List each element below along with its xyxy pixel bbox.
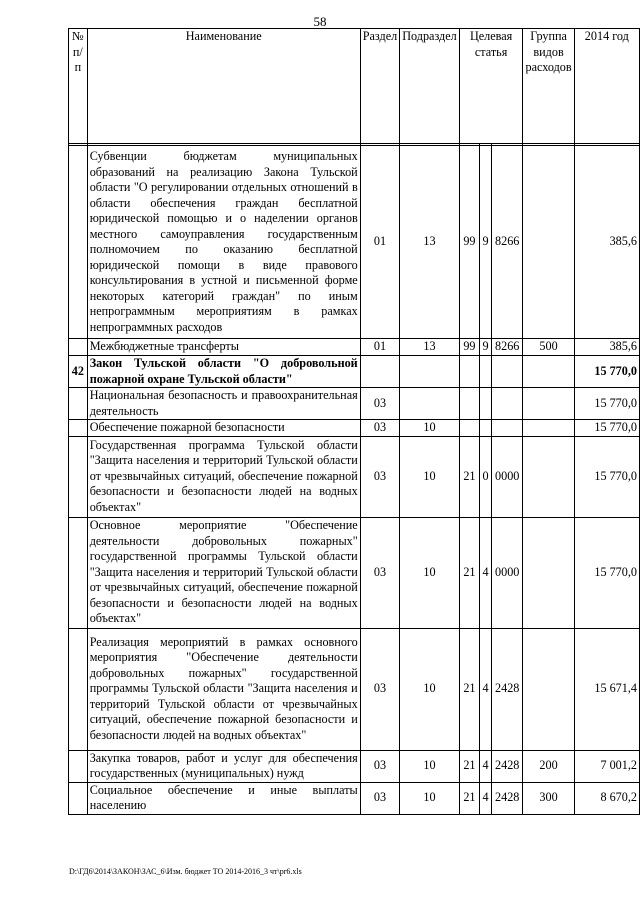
row-subsection: 10 [400,782,460,814]
row-subsection: 10 [400,420,460,437]
row-name: Субвенции бюджетам муниципальных образований на реализацию Закона Тульской области "О регулировании отдельных отношений в области обеспечения граждан бесплатной юридической помощью и о наделении органов местного самоуправления государственным полномочием по оказанию бесплатной юридической помощи в виде правового консультирования в устной и письменной форме некоторых категорий граждан" по иным непрограммным мероприятиям в рамках непрограммных расходов [87,146,360,339]
row-number [69,628,88,750]
row-name: Социальное обеспечение и иные выплаты населению [87,782,360,814]
row-target-3: 8266 [491,146,523,339]
header-name: Наименование [87,29,360,144]
row-expense-group [523,436,574,517]
row-target-3: 8266 [491,339,523,356]
table-row [69,420,640,437]
row-target-1 [459,356,479,388]
row-subsection: 10 [400,517,460,628]
table-row [69,436,640,517]
row-target-3: 0000 [491,436,523,517]
row-target-3: 0000 [491,517,523,628]
row-section: 03 [360,420,399,437]
row-target-1: 99 [459,146,479,339]
row-target-2 [480,388,492,420]
row-target-3: 2428 [491,782,523,814]
row-name: Основное мероприятие "Обеспечение деятельности добровольных пожарных" государственной программы Тульской области "Защита населения и территорий Тульской области от чрезвычайных ситуаций, обеспечение пожарной безопасности и безопасности людей на водных объектах" [87,517,360,628]
row-section: 03 [360,517,399,628]
row-number [69,339,88,356]
row-expense-group [523,420,574,437]
row-target-3: 2428 [491,628,523,750]
row-amount: 15 770,0 [574,388,639,420]
row-target-3 [491,420,523,437]
row-amount: 385,6 [574,146,639,339]
row-expense-group [523,517,574,628]
row-target-1: 21 [459,628,479,750]
header-section: Раздел [360,29,399,144]
row-target-2: 0 [480,436,492,517]
table-row [69,628,640,750]
row-amount: 15 770,0 [574,420,639,437]
row-expense-group: 200 [523,750,574,782]
row-target-1: 21 [459,750,479,782]
row-subsection: 10 [400,628,460,750]
table-row [69,146,640,339]
row-name: Национальная безопасность и правоохранительная деятельность [87,388,360,420]
table-row [69,356,640,388]
row-number [69,517,88,628]
row-target-2: 9 [480,339,492,356]
row-target-3 [491,388,523,420]
table-row [69,782,640,814]
row-target-1: 99 [459,339,479,356]
table-row [69,750,640,782]
row-section: 03 [360,628,399,750]
row-target-2: 4 [480,782,492,814]
row-target-2: 4 [480,628,492,750]
row-target-2: 9 [480,146,492,339]
header-number: № п/п [69,29,88,144]
row-subsection [400,356,460,388]
row-section: 01 [360,339,399,356]
row-target-1 [459,420,479,437]
row-number [69,388,88,420]
row-section: 03 [360,436,399,517]
header-expense-group: Группа видов расходов [523,29,574,144]
row-name: Межбюджетные трансферты [87,339,360,356]
row-amount: 8 670,2 [574,782,639,814]
header-subsection: Подраздел [400,29,460,144]
row-number [69,420,88,437]
row-name: Обеспечение пожарной безопасности [87,420,360,437]
row-target-3 [491,356,523,388]
header-year: 2014 год [574,29,639,144]
table-row [69,517,640,628]
row-name: Закупка товаров, работ и услуг для обеспечения государственных (муниципальных) нужд [87,750,360,782]
budget-table [68,28,640,815]
table-row [69,388,640,420]
row-target-1 [459,388,479,420]
row-amount: 7 001,2 [574,750,639,782]
row-name: Государственная программа Тульской области "Защита населения и территорий Тульской области от чрезвычайных ситуаций, обеспечение пожарной безопасности и безопасности людей на водных объектах" [87,436,360,517]
row-number [69,146,88,339]
table-body [69,146,640,815]
row-number [69,750,88,782]
row-target-3: 2428 [491,750,523,782]
row-expense-group: 300 [523,782,574,814]
row-subsection: 13 [400,339,460,356]
row-number [69,782,88,814]
page-number: 58 [313,14,327,29]
row-target-1: 21 [459,436,479,517]
row-section: 03 [360,750,399,782]
row-target-1: 21 [459,517,479,628]
table-row [69,339,640,356]
row-section [360,356,399,388]
footer-file-path: D:\ГД6\2014\ЗАКОН\ЗАС_6\Изм. бюджет ТО 2014-2016_3 чт\pr6.xls [69,867,302,876]
row-subsection: 10 [400,750,460,782]
row-section: 01 [360,146,399,339]
row-number [69,436,88,517]
row-target-2: 4 [480,750,492,782]
header-target-article: Целевая статья [459,29,523,144]
row-number: 42 [69,356,88,388]
row-subsection: 10 [400,436,460,517]
row-subsection [400,388,460,420]
row-amount: 15 770,0 [574,436,639,517]
row-amount: 15 770,0 [574,356,639,388]
row-expense-group [523,628,574,750]
row-name: Закон Тульской области "О добровольной пожарной охране Тульской области" [87,356,360,388]
row-target-2: 4 [480,517,492,628]
row-expense-group [523,388,574,420]
row-expense-group: 500 [523,339,574,356]
row-section: 03 [360,388,399,420]
row-expense-group [523,356,574,388]
row-section: 03 [360,782,399,814]
row-target-2 [480,420,492,437]
row-amount: 15 671,4 [574,628,639,750]
row-amount: 15 770,0 [574,517,639,628]
row-amount: 385,6 [574,339,639,356]
row-name: Реализация мероприятий в рамках основного мероприятия "Обеспечение деятельности добровольных пожарных" государственной программы Тульской области "Защита населения и территорий Тульской области от чрезвычайных ситуаций, обеспечение пожарной безопасности и безопасности людей на водных объектах" [87,628,360,750]
row-subsection: 13 [400,146,460,339]
table-header-row [69,29,640,144]
row-target-1: 21 [459,782,479,814]
row-expense-group [523,146,574,339]
row-target-2 [480,356,492,388]
